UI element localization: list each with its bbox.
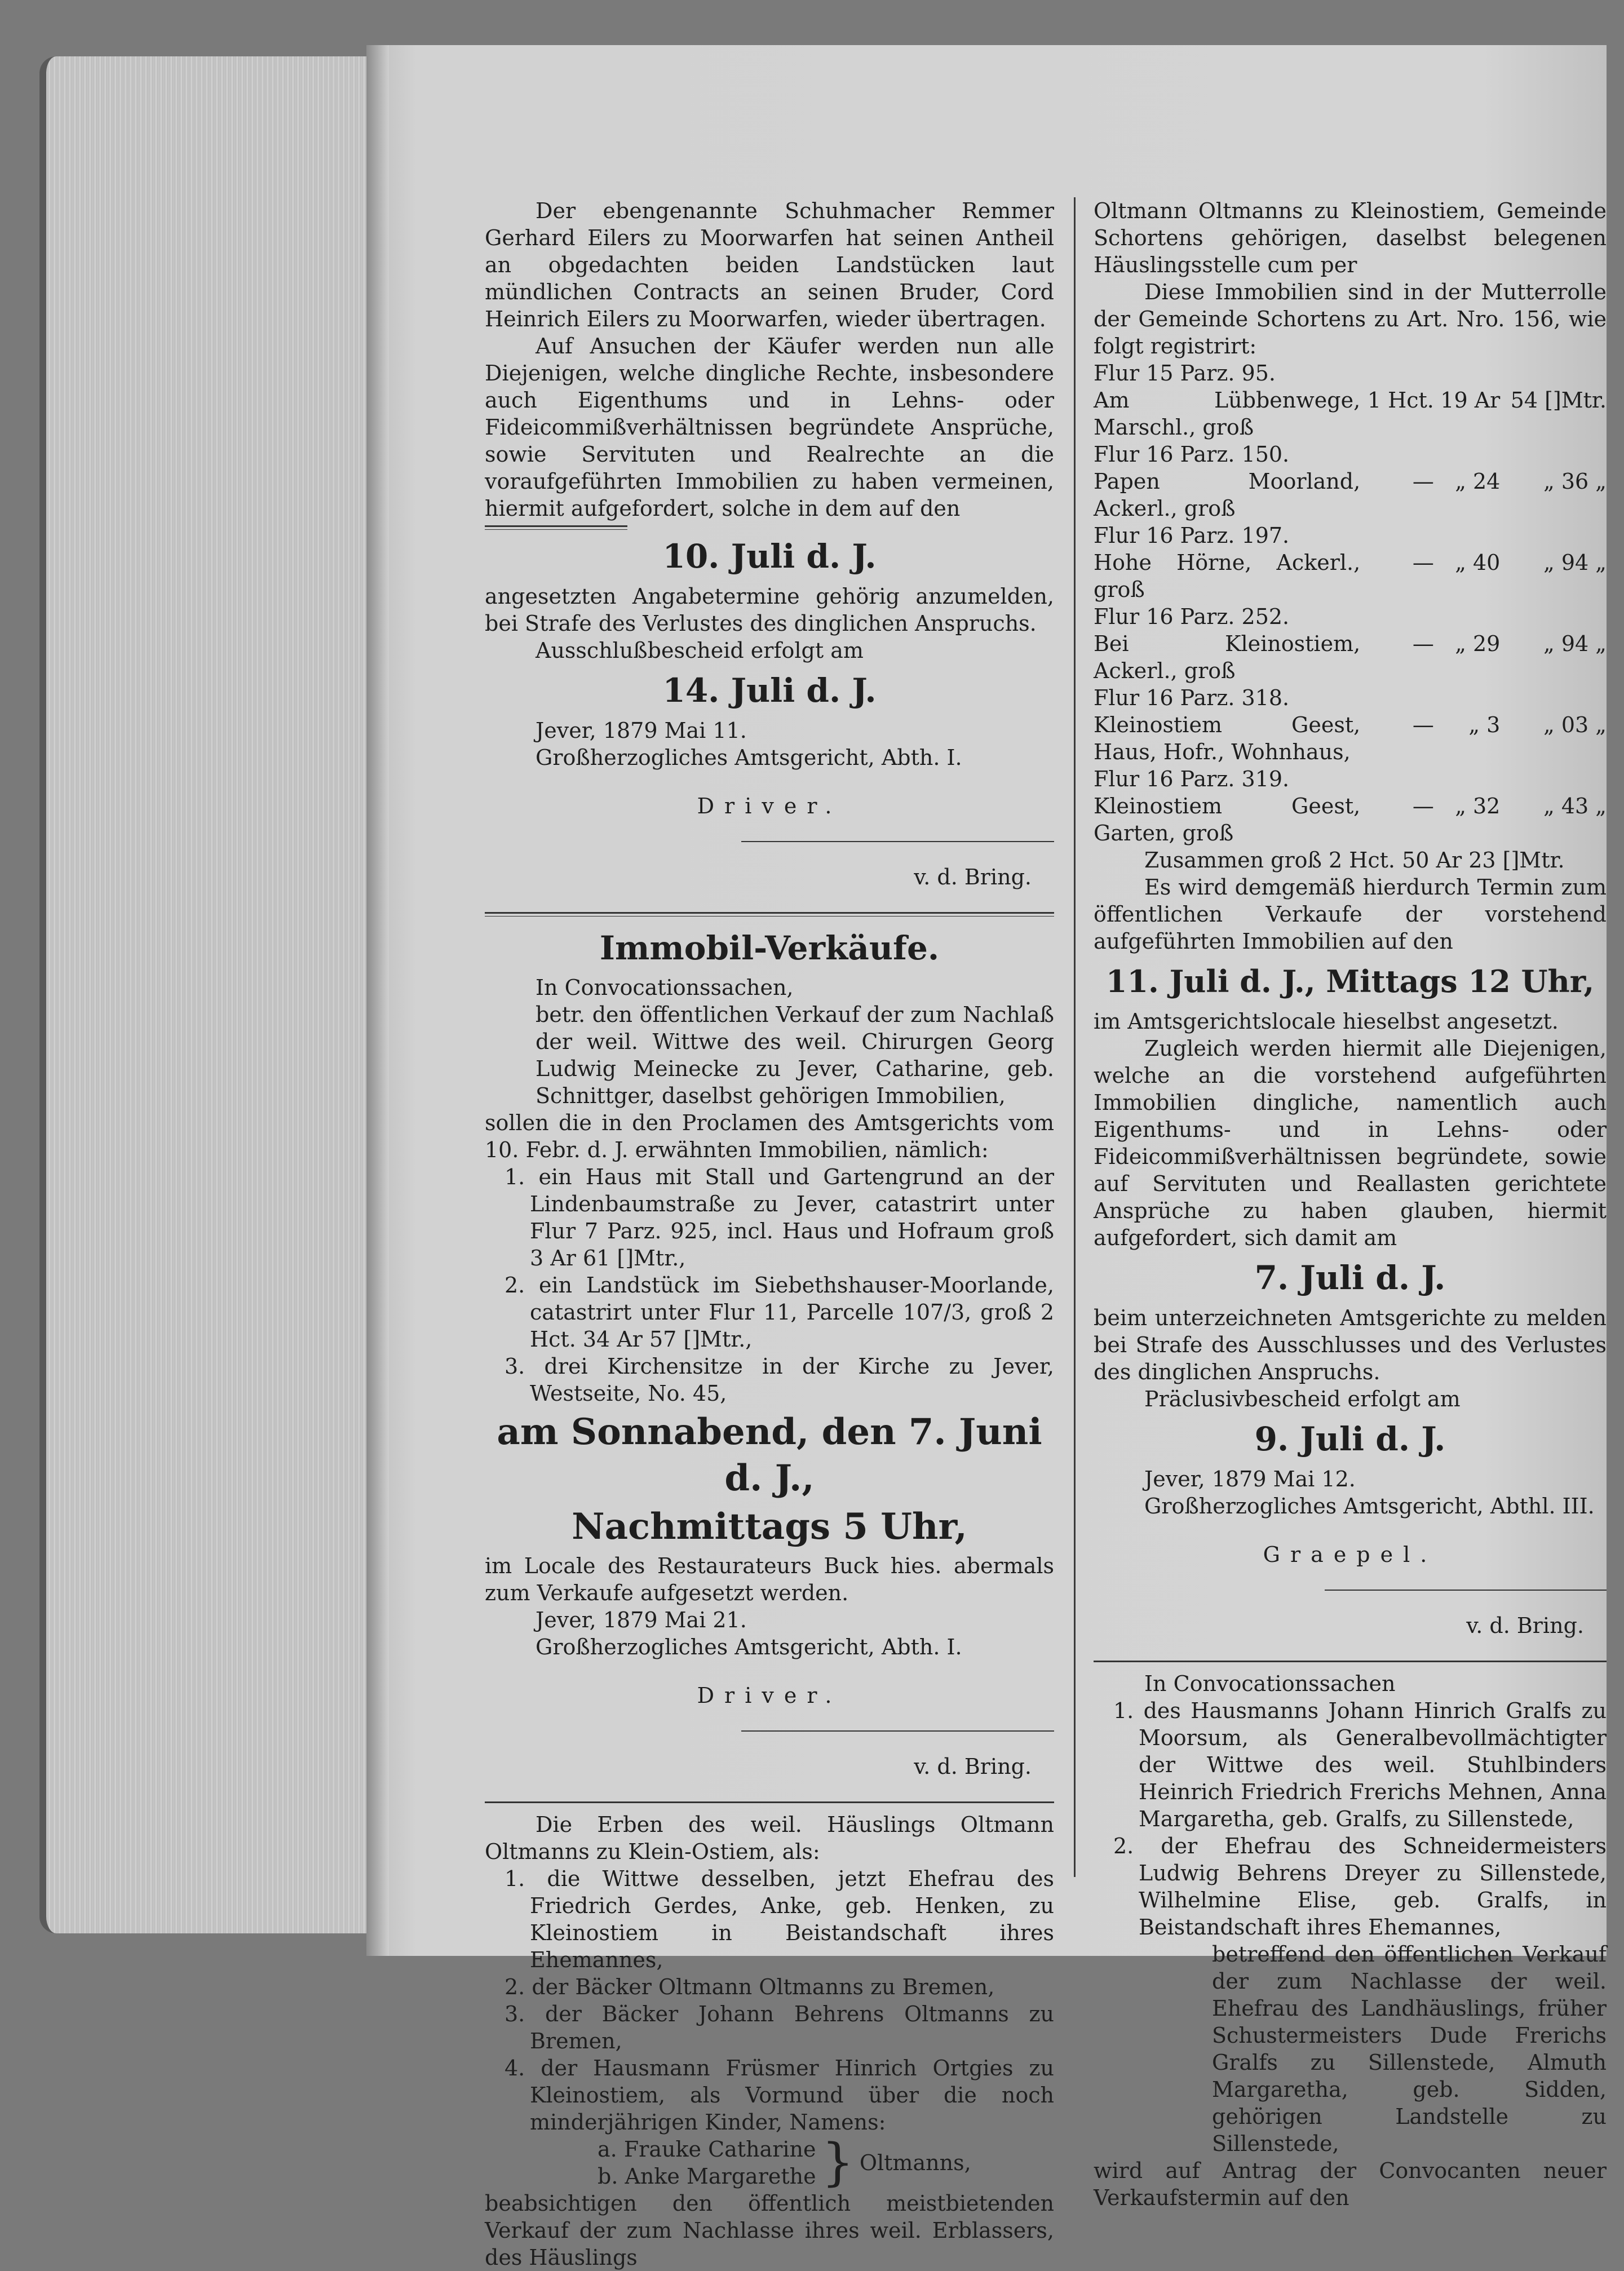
close-paragraph: wird auf Antrag der Convocanten neuer Verkaufstermin auf den <box>1094 2158 1607 2210</box>
court-name: Großherzogliches Amtsgericht, Abth. I. <box>536 745 962 770</box>
court-name: Großherzogliches Amtsgericht, Abth. I. <box>536 1635 962 1659</box>
newspaper-page <box>366 45 1607 2270</box>
call-paragraph: Zugleich werden hiermit alle Diejenigen, welche an die vorstehend aufgeführten Immobilien dingliche, namentlich auch Eigenthums- und in Lehns- oder Fideicommißverhältnissen begründete, sowie auf Servituten und Reallasten gerichtete Ansprüche zu haben glauben, hiermit aufgefordert, sich damit am <box>1094 1036 1607 1250</box>
list-item: 1. des Hausmanns Johann Hinrich Gralfs zu Moorsum, als Generalbevollmächtigter der Wittwe des weil. Stuhlbinders Heinrich Friedrich Frerichs Mehnen, Anna Margaretha, geb. Gralfs, zu Sillenstede, <box>1113 1698 1607 1831</box>
parcel-row <box>1094 711 1607 765</box>
termin-paragraph: angesetzten Angabetermine gehörig anzumelden, bei Strafe des Verlustes des dinglichen Anspruchs. <box>485 584 1054 636</box>
meld-paragraph: beim unterzeichneten Amtsgerichte zu melden bei Strafe des Ausschlusses und des Verlustes des dinglichen Anspruchs. <box>1094 1305 1607 1384</box>
parcel-qm: „ 94 „ <box>1543 631 1607 656</box>
registry-paragraph: Diese Immobilien sind in der Mutterrolle der Gemeinde Schortens zu Art. Nro. 156, wie folgt registrirt: <box>1094 280 1607 358</box>
parcel-flur-row <box>1094 522 1607 549</box>
divider <box>485 1801 1054 1803</box>
parcel-flur-row <box>1094 360 1607 387</box>
children-names <box>598 2136 816 2190</box>
parcel-hct: — <box>1412 631 1434 656</box>
intro-paragraph: Der ebengenannte Schuhmacher Remmer Gerhard Eilers zu Moorwarfen hat seinen Antheil an obgedachten beiden Landstücken laut mündlichen Contracts an seinen Bruder, Cord Heinrich Eilers zu Moorwarfen, wieder übertragen. <box>485 198 1054 331</box>
continuation-paragraph: Oltmann Oltmanns zu Kleinostiem, Gemeinde Schortens gehörigen, daselbst belegenen Häuslingsstelle cum per <box>1094 198 1607 277</box>
list-item: 4. der Hausmann Früsmer Hinrich Ortgies zu Kleinostiem, als Vormund über die noch minderjährigen Kinder, Namens: <box>505 2056 1054 2135</box>
parcel-row <box>1094 468 1607 522</box>
parcel-flur-row <box>1094 765 1607 793</box>
parcel-desc: Hohe Hörne, Ackerl., groß <box>1094 550 1361 602</box>
parcel-qm: „ 43 „ <box>1543 794 1607 818</box>
place-date: Jever, 1879 Mai 21. <box>536 1608 747 1632</box>
parcel-ar: „ 24 <box>1455 469 1501 494</box>
judge-name: Driver. <box>697 794 842 818</box>
divider <box>1094 1661 1607 1662</box>
parcel-hct: — <box>1412 794 1434 818</box>
parcel-ar: „ 32 <box>1455 794 1501 818</box>
right-column <box>1094 197 1607 2211</box>
parcel-flur-row <box>1094 603 1607 630</box>
termin-paragraph: Es wird demgemäß hierdurch Termin zum öffentlichen Verkaufe der vorstehend aufgeführten Immobilien auf den <box>1094 875 1607 954</box>
parcel-hct: — <box>1412 469 1434 494</box>
left-column <box>485 197 1054 2271</box>
parcel-qm: „ 03 „ <box>1543 712 1607 737</box>
column-divider <box>1074 197 1076 1877</box>
sale-place: im Locale des Restaurateurs Buck hies. abermals zum Verkaufe aufgesetzt werden. <box>485 1553 1054 1605</box>
court-name: Großherzogliches Amtsgericht, Abthl. III. <box>1144 1494 1595 1519</box>
parcel-row <box>1094 549 1607 603</box>
request-paragraph: Auf Ansuchen der Käufer werden nun alle Diejenigen, welche dingliche Rechte, insbesondere auch Eigenthums und in Lehns- oder Fideicommißverhältnissen begründete Ansprüche, sowie Servituten und Realrechte an die voraufgeführten Immobilien zu haben vermeinen, hiermit aufgefordert, solche in dem auf den <box>485 334 1054 521</box>
parcel-flur: Flur 16 Parz. 197. <box>1094 523 1290 548</box>
parcel-flur: Flur 16 Parz. 318. <box>1094 685 1290 710</box>
place-date: Jever, 1879 Mai 12. <box>1144 1467 1356 1491</box>
sale-date: 11. Juli d. J., Mittags 12 Uhr, <box>1105 963 1595 999</box>
betreffend-paragraph: betreffend den öffentlichen Verkauf der zum Nachlasse der weil. Ehefrau des Landhäuslings, früher Schustermeisters Dude Frerichs Gralfs zu Sillenstede, Almuth Margaretha, geb. Sidden, gehörigen Landstelle zu Sillenstede, <box>1212 1942 1607 2156</box>
divider <box>485 525 627 530</box>
parcel-table <box>1094 360 1607 847</box>
conv-sollen: sollen die in den Proclamen des Amtsgerichts vom 10. Febr. d. J. erwähnten Immobilien, nämlich: <box>485 1110 1054 1162</box>
parcel-row <box>1094 793 1607 847</box>
parcel-flur: Flur 16 Parz. 319. <box>1094 767 1290 791</box>
parcel-desc: Bei Kleinostiem, Ackerl., groß <box>1094 631 1361 683</box>
judge-name: Driver. <box>697 1683 842 1708</box>
divider <box>741 841 1055 842</box>
sale-place: im Amtsgerichtslocale hieselbst angesetzt. <box>1094 1009 1559 1034</box>
list-item: 2. der Bäcker Oltmann Oltmanns zu Bremen, <box>505 1975 995 1999</box>
book-page-edges <box>39 56 373 1933</box>
total-line: Zusammen groß 2 Hct. 50 Ar 23 []Mtr. <box>1144 848 1565 873</box>
parcel-row <box>1094 630 1607 684</box>
page-gutter <box>366 45 389 1956</box>
conv-intro: In Convocationssachen <box>1144 1671 1396 1696</box>
parcel-ar: „ 29 <box>1455 631 1501 656</box>
ausschluss-line: Ausschlußbescheid erfolgt am <box>536 638 864 663</box>
parcel-hct: — <box>1412 550 1434 575</box>
parcel-qm: 54 []Mtr. <box>1510 388 1607 413</box>
parcel-flur: Flur 16 Parz. 252. <box>1094 604 1290 629</box>
parcel-qm: „ 94 „ <box>1543 550 1607 575</box>
sale-time: Nachmittags 5 Uhr, <box>572 1506 967 1548</box>
list-item: 2. ein Landstück im Siebethshauser-Moorlande, catastrirt unter Flur 11, Parcelle 107/3, groß 2 Hct. 34 Ar 57 []Mtr., <box>505 1273 1054 1352</box>
judge-name: Graepel. <box>1263 1542 1437 1567</box>
clerk-name: v. d. Bring. <box>1466 1613 1584 1638</box>
brace-icon: } <box>821 2133 854 2192</box>
list-item: 2. der Ehefrau des Schneidermeisters Ludwig Behrens Dreyer zu Sillenstede, Wilhelmine Elise, geb. Gralfs, in Beistandschaft ihres Ehemannes, <box>1113 1834 1607 1940</box>
section-heading: Immobil-Verkäufe. <box>599 929 940 967</box>
section-divider <box>485 912 1054 917</box>
child-name: b. Anke Margarethe <box>598 2164 816 2189</box>
parcel-hct: — <box>1412 712 1434 737</box>
date-heading: 9. Juli d. J. <box>1254 1420 1446 1458</box>
parcel-hct: 1 Hct. <box>1367 388 1434 413</box>
place-date: Jever, 1879 Mai 11. <box>536 718 747 743</box>
list-item: 1. die Wittwe desselben, jetzt Ehefrau des Friedrich Gerdes, Anke, geb. Henken, zu Kleinostiem in Beistandschaft ihres Ehemannes, <box>505 1866 1054 1972</box>
divider <box>741 1730 1055 1732</box>
parcel-desc: Kleinostiem Geest, Garten, groß <box>1094 794 1361 845</box>
parcel-flur-row <box>1094 684 1607 711</box>
divider <box>1325 1590 1607 1591</box>
parcel-flur: Flur 15 Parz. 95. <box>1094 361 1276 386</box>
date-heading: 10. Juli d. J. <box>662 537 877 576</box>
list-item: 1. ein Haus mit Stall und Gartengrund an der Lindenbaumstraße zu Jever, catastrirt unter Flur 7 Parz. 925, incl. Haus und Hofraum groß 3 Ar 61 []Mtr., <box>505 1165 1054 1270</box>
parcel-desc: Papen Moorland, Ackerl., groß <box>1094 469 1361 521</box>
praeclusiv-line: Präclusivbescheid erfolgt am <box>1144 1387 1461 1411</box>
list-item: 3. der Bäcker Johann Behrens Oltmanns zu Bremen, <box>505 2002 1054 2053</box>
children-surname: Oltmanns, <box>859 2150 971 2175</box>
parcel-row <box>1094 387 1607 441</box>
list-item: 3. drei Kirchensitze in der Kirche zu Jever, Westseite, No. 45, <box>505 1354 1054 1406</box>
date-heading: 7. Juli d. J. <box>1254 1259 1446 1297</box>
parcel-ar: 19 Ar <box>1440 388 1501 413</box>
parcel-flur-row <box>1094 441 1607 468</box>
child-name: a. Frauke Catharine <box>598 2137 816 2162</box>
clerk-name: v. d. Bring. <box>914 1754 1032 1779</box>
heirs-intro: Die Erben des weil. Häuslings Oltmann Oltmanns zu Klein-Ostiem, als: <box>485 1812 1054 1864</box>
sale-date: am Sonnabend, den 7. Juni d. J., <box>497 1411 1042 1499</box>
conv-betr: betr. den öffentlichen Verkauf der zum Nachlaß der weil. Wittwe des weil. Chirurgen Georg Ludwig Meinecke zu Jever, Catharine, geb. Schnittger, daselbst gehörigen Immobilien, <box>536 1002 1054 1108</box>
heirs-close: beabsichtigen den öffentlich meistbietenden Verkauf der zum Nachlasse ihres weil. Erblassers, des Häuslings <box>485 2191 1054 2270</box>
parcel-ar: „ 3 <box>1468 712 1501 737</box>
parcel-flur: Flur 16 Parz. 150. <box>1094 442 1290 467</box>
conv-intro: In Convocationssachen, <box>536 975 794 1000</box>
parcel-desc: Kleinostiem Geest, Haus, Hofr., Wohnhaus, <box>1094 712 1361 764</box>
children-group <box>485 2133 1054 2192</box>
parcel-desc: Am Lübbenwege, Marschl., groß <box>1094 388 1361 440</box>
clerk-name: v. d. Bring. <box>914 865 1032 889</box>
date-heading: 14. Juli d. J. <box>662 671 877 710</box>
parcel-ar: „ 40 <box>1455 550 1501 575</box>
parcel-qm: „ 36 „ <box>1543 469 1607 494</box>
